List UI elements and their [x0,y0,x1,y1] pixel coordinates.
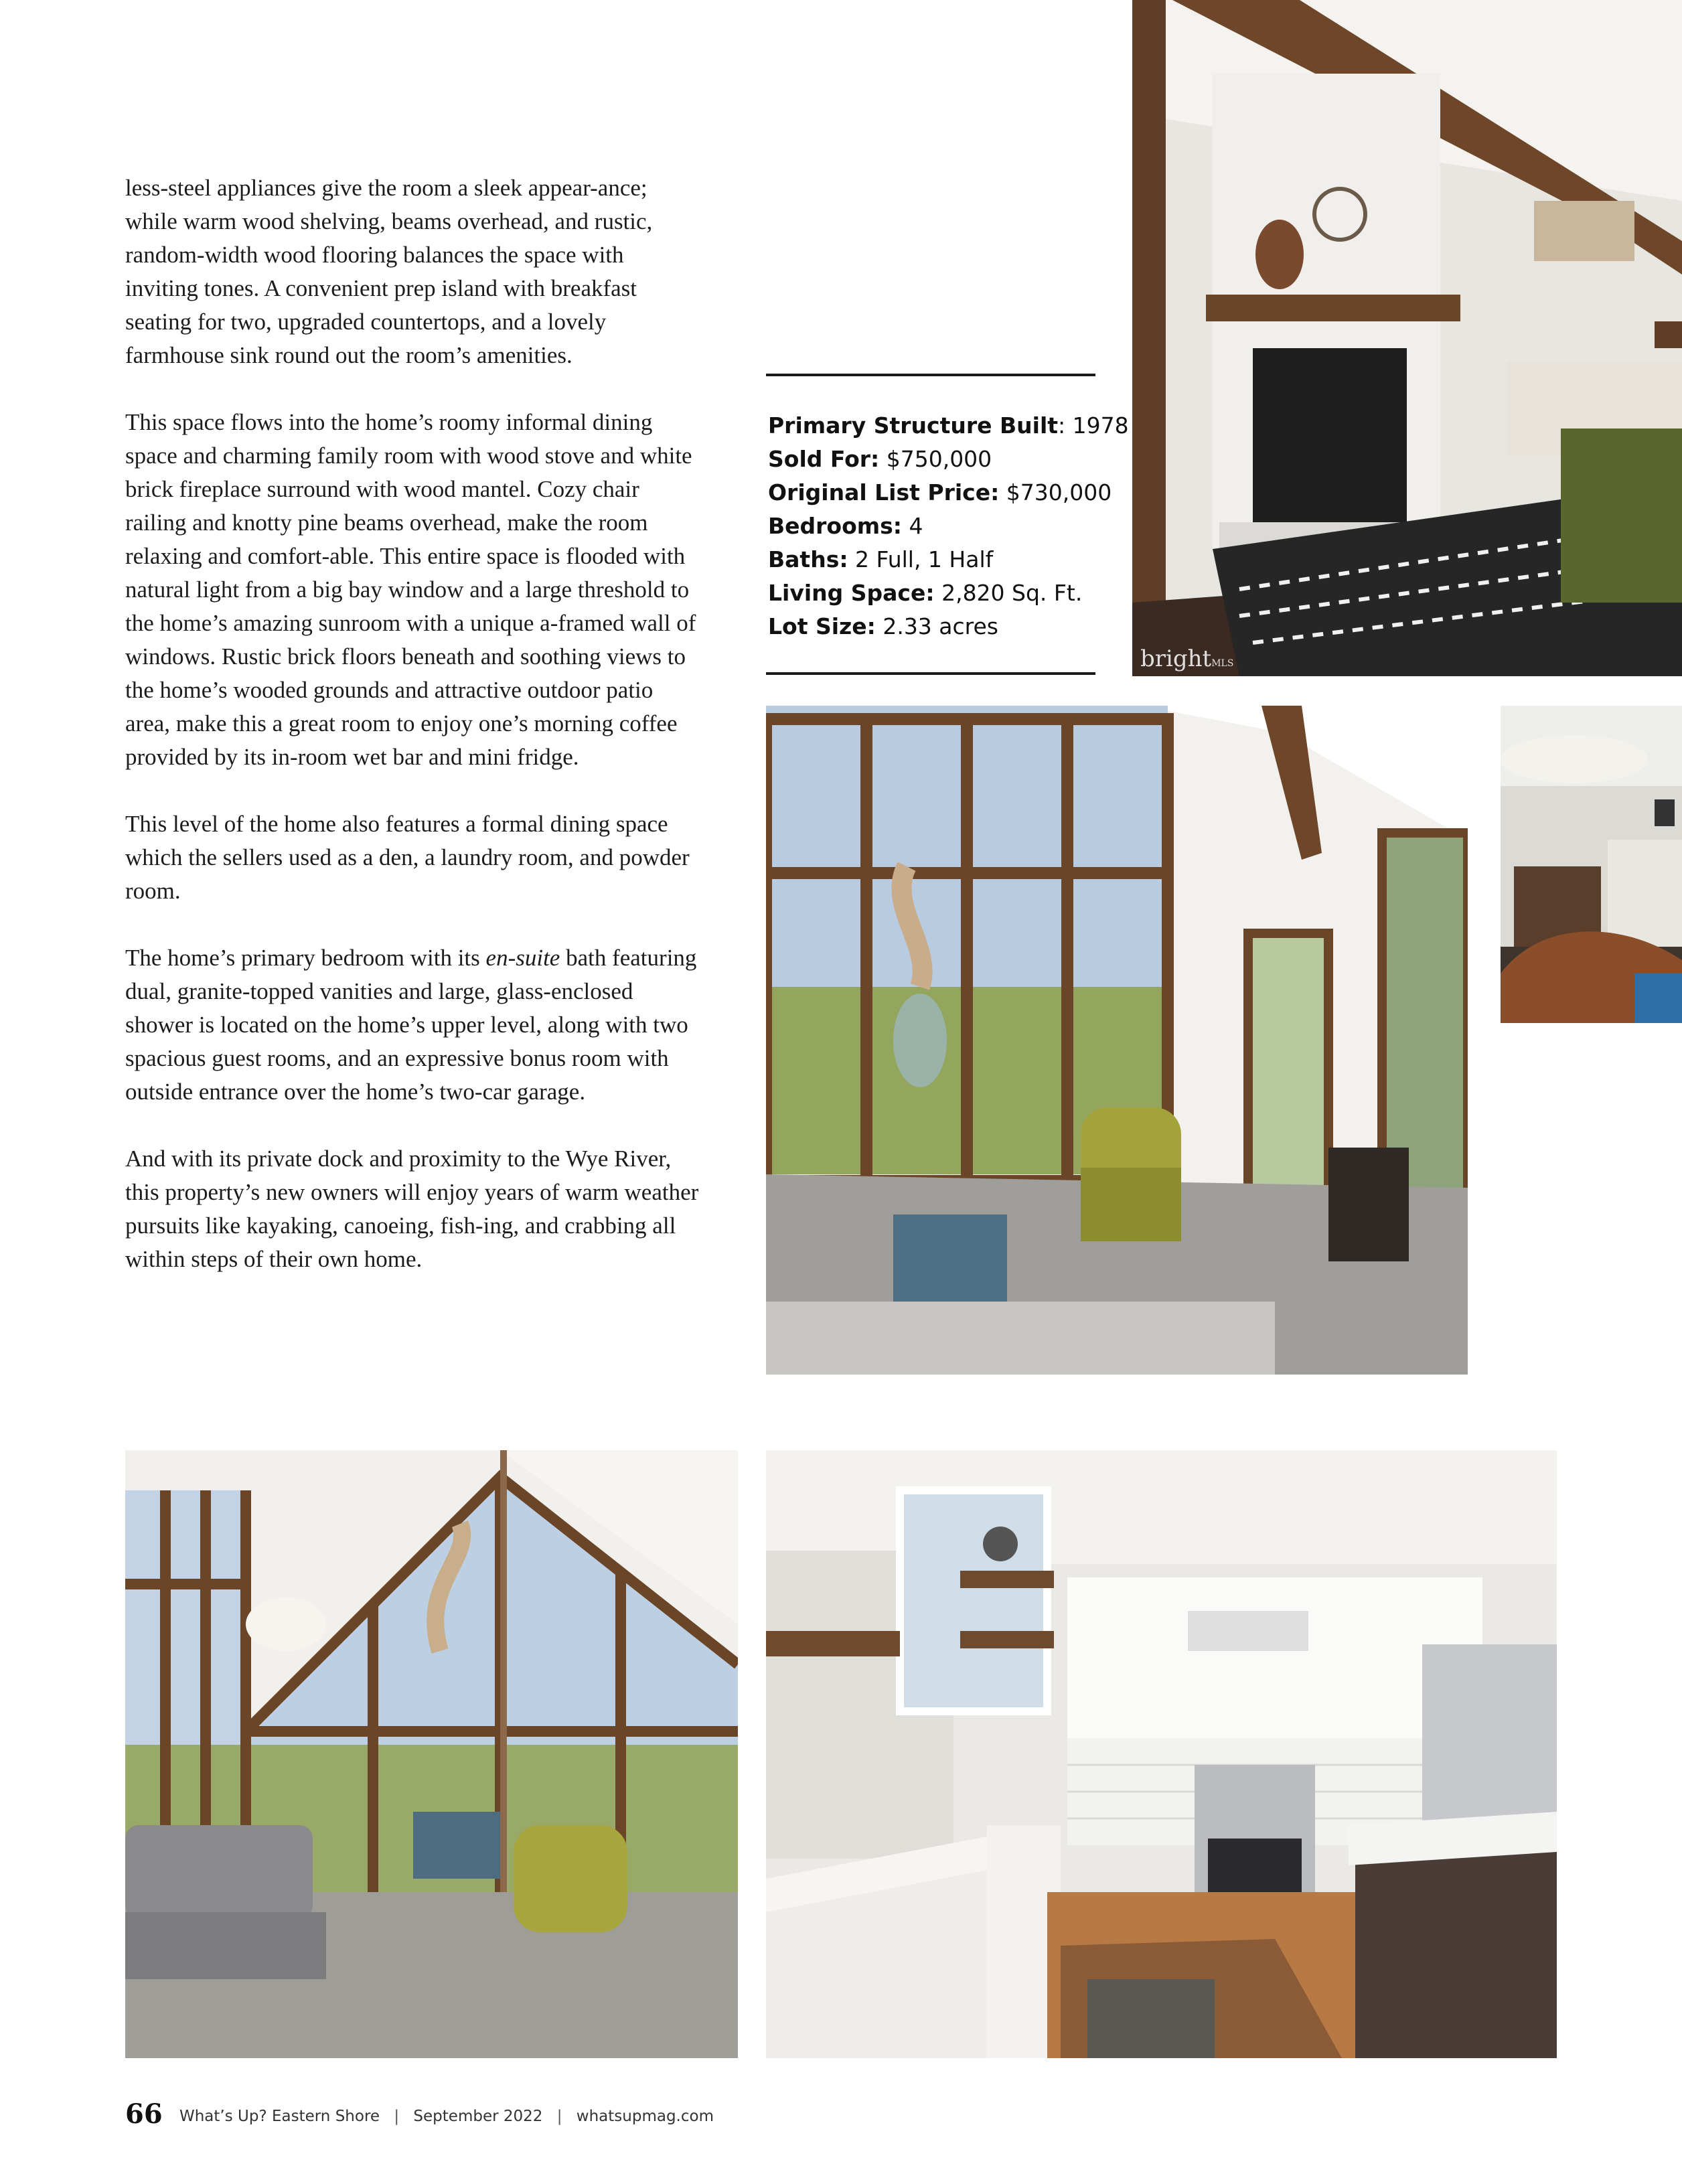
fact-list-price [768,476,1116,510]
living-room-photo [1132,0,1682,676]
paragraph-text: The home’s primary bedroom with its [125,945,486,971]
sunroom-door-photo [766,706,1468,1375]
footer-separator: | [394,2108,400,2125]
fact-label: Sold For: [768,446,880,472]
watermark-text: bright [1140,645,1212,672]
fact-label: Living Space: [768,580,935,606]
emphasis-text: en-suite [485,945,560,971]
fact-label: Primary Structure Built [768,412,1059,439]
fact-bedrooms [768,510,1116,543]
family-room-photo [1501,706,1682,1023]
property-facts [768,409,1129,643]
fact-separator [876,613,883,639]
fact-value: 2,820 Sq. Ft. [941,580,1083,606]
paragraph-text: bath featuring dual, granite-topped vanities and large, glass-enclosed shower is located on the home’s upper level, along with two spacious guest rooms, and an expressive bonus room with outside entrance over the home’s two-car garage. [125,945,697,1105]
fact-label: Original List Price: [768,479,1000,505]
fact-value: 2.33 acres [883,613,998,639]
mls-watermark [1140,645,1233,672]
sunroom-aframe-photo [125,1450,738,2058]
paragraph: less-steel appliances give the room a sleek appear-ance; while warm wood shelving, beams overhead, and rustic, random-width wood flooring balances the space with inviting tones. A convenient prep island with breakfast seating for two, upgraded countertops, and a lovely farmhouse sink round out the room’s amenities. [125,175,653,368]
fact-label: Lot Size: [768,613,876,639]
fact-value: $750,000 [886,446,992,472]
fact-value: 4 [909,513,923,539]
factbox-bottom-rule [766,672,1095,675]
issue-date: September 2022 [413,2108,543,2125]
fact-label: Bedrooms: [768,513,902,539]
fact-separator [848,546,856,572]
fact-separator [999,479,1006,505]
publication-name: What’s Up? Eastern Shore [179,2108,380,2125]
watermark-suffix: MLS [1211,658,1234,669]
paragraph: This space flows into the home’s roomy informal dining space and charming family room with wood stove and white brick fireplace surround with wood mantel. Cozy chair railing and knotty pine beams overhead, make the room relaxing and comfort-able. This entire space is flooded with natural light from a big bay window and a large threshold to the home’s amazing sunroom with a unique a-framed wall of windows. Rustic brick floors beneath and soothing views to the home’s wooded grounds and attractive outdoor patio area, make this a great room to enjoy one’s morning coffee provided by its in-room wet bar and mini fridge. [125,409,696,770]
fact-value: 1978 [1072,412,1129,439]
fact-baths [768,543,1116,576]
fact-label: Baths: [768,546,848,572]
fact-separator [902,513,909,539]
fact-value: 2 Full, 1 Half [855,546,994,572]
paragraph: This level of the home also features a formal dining space which the sellers used as a den, a laundry room, and powder room. [125,811,690,904]
kitchen-photo [766,1450,1557,2058]
fact-sold-for [768,443,1116,476]
website-link[interactable]: whatsupmag.com [576,2108,714,2125]
fact-lot-size [768,610,1116,643]
fact-year-built [768,409,1129,443]
page-number: 66 [125,2098,163,2130]
fact-living-space [768,576,1116,610]
fact-separator [935,580,942,606]
fact-value: $730,000 [1006,479,1112,505]
fact-separator: : [1058,412,1073,439]
footer-separator: | [556,2108,562,2125]
fact-separator [879,446,887,472]
article-body [125,171,701,1276]
paragraph: And with its private dock and proximity to the Wye River, this property’s new owners will enjoy years of warm weather pursuits like kayaking, canoeing, fish-ing, and crabbing all within steps of their own home. [125,1146,699,1272]
page-footer [125,2098,714,2130]
paragraph [125,941,701,1109]
factbox-top-rule [766,374,1095,376]
